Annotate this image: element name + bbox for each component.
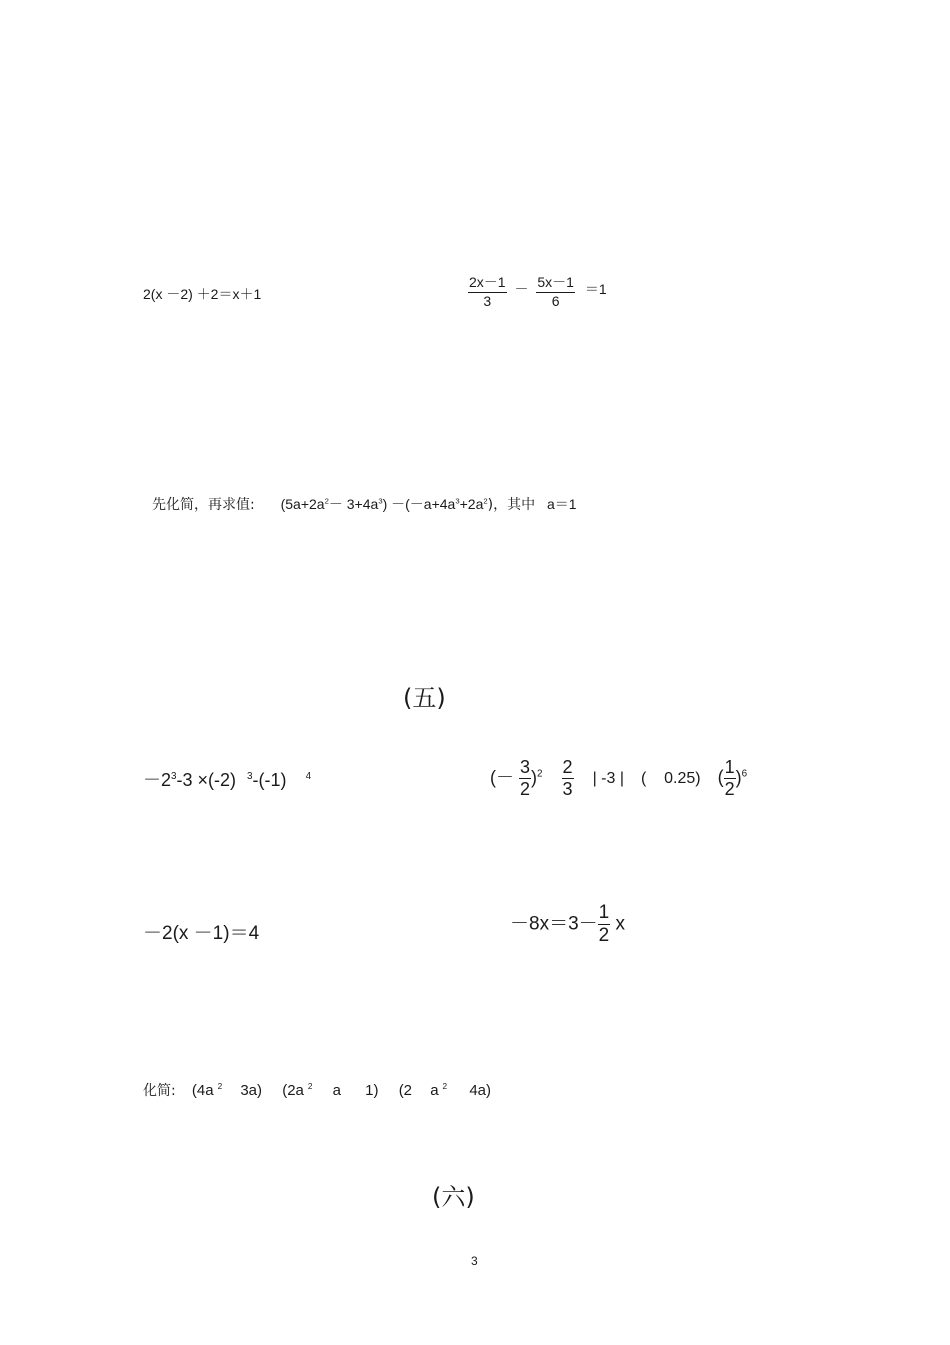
problem-label: 先化简，再求值:: [152, 497, 255, 513]
fraction-one-half-2: $\frac{1}{2}$: [598, 902, 610, 946]
equation-5d: －8x＝3－ $\frac{1}{2}$ x: [510, 902, 625, 946]
fraction-one-half: $\frac{1}{2}$: [724, 757, 735, 799]
section-5-heading: (五): [403, 684, 446, 712]
absolute-value: | -3 |: [592, 770, 625, 788]
simplify-problem: 化简: (4a $^2$ 3a) (2a $^2$ a 1) (2 a $^2$ 4a): [143, 1082, 491, 1099]
fraction-1: $\frac{2x-1}{3}$: [469, 274, 506, 309]
equation-2: $\frac{2x-1}{3}$ － $\frac{5x-1}{6}$ ＝1: [469, 274, 607, 309]
fraction-two-thirds: $\frac{2}{3}$: [562, 757, 573, 799]
equation-5c: －2(x －1)＝4: [143, 923, 260, 944]
equation-1: 2(x －2) ＋2＝x＋1: [143, 286, 262, 302]
page-number: 3: [471, 1254, 478, 1268]
fraction-2: $\frac{5x-1}{6}$: [537, 274, 574, 309]
fraction-three-halves: $\frac{3}{2}$: [520, 757, 531, 799]
simplify-evaluate-problem: 先化简，再求值: $(5a+2a^2- 3+4a^3) -(-a+4a^3+2a^2)$，其中 a＝1: [152, 496, 577, 513]
expression-5b: (－ $\frac{3}{2}$ )$^2$ $\frac{2}{3}$ | -3 | ( 0.25) ( $\frac{1}{2}$ )$^6$: [490, 757, 748, 799]
section-6-heading: (六): [432, 1183, 475, 1211]
expression-5a: $-2^3-3 \times(-2)$ $^3$-(-1) $^4$: [143, 770, 312, 790]
problem-label: 化简:: [143, 1083, 176, 1099]
